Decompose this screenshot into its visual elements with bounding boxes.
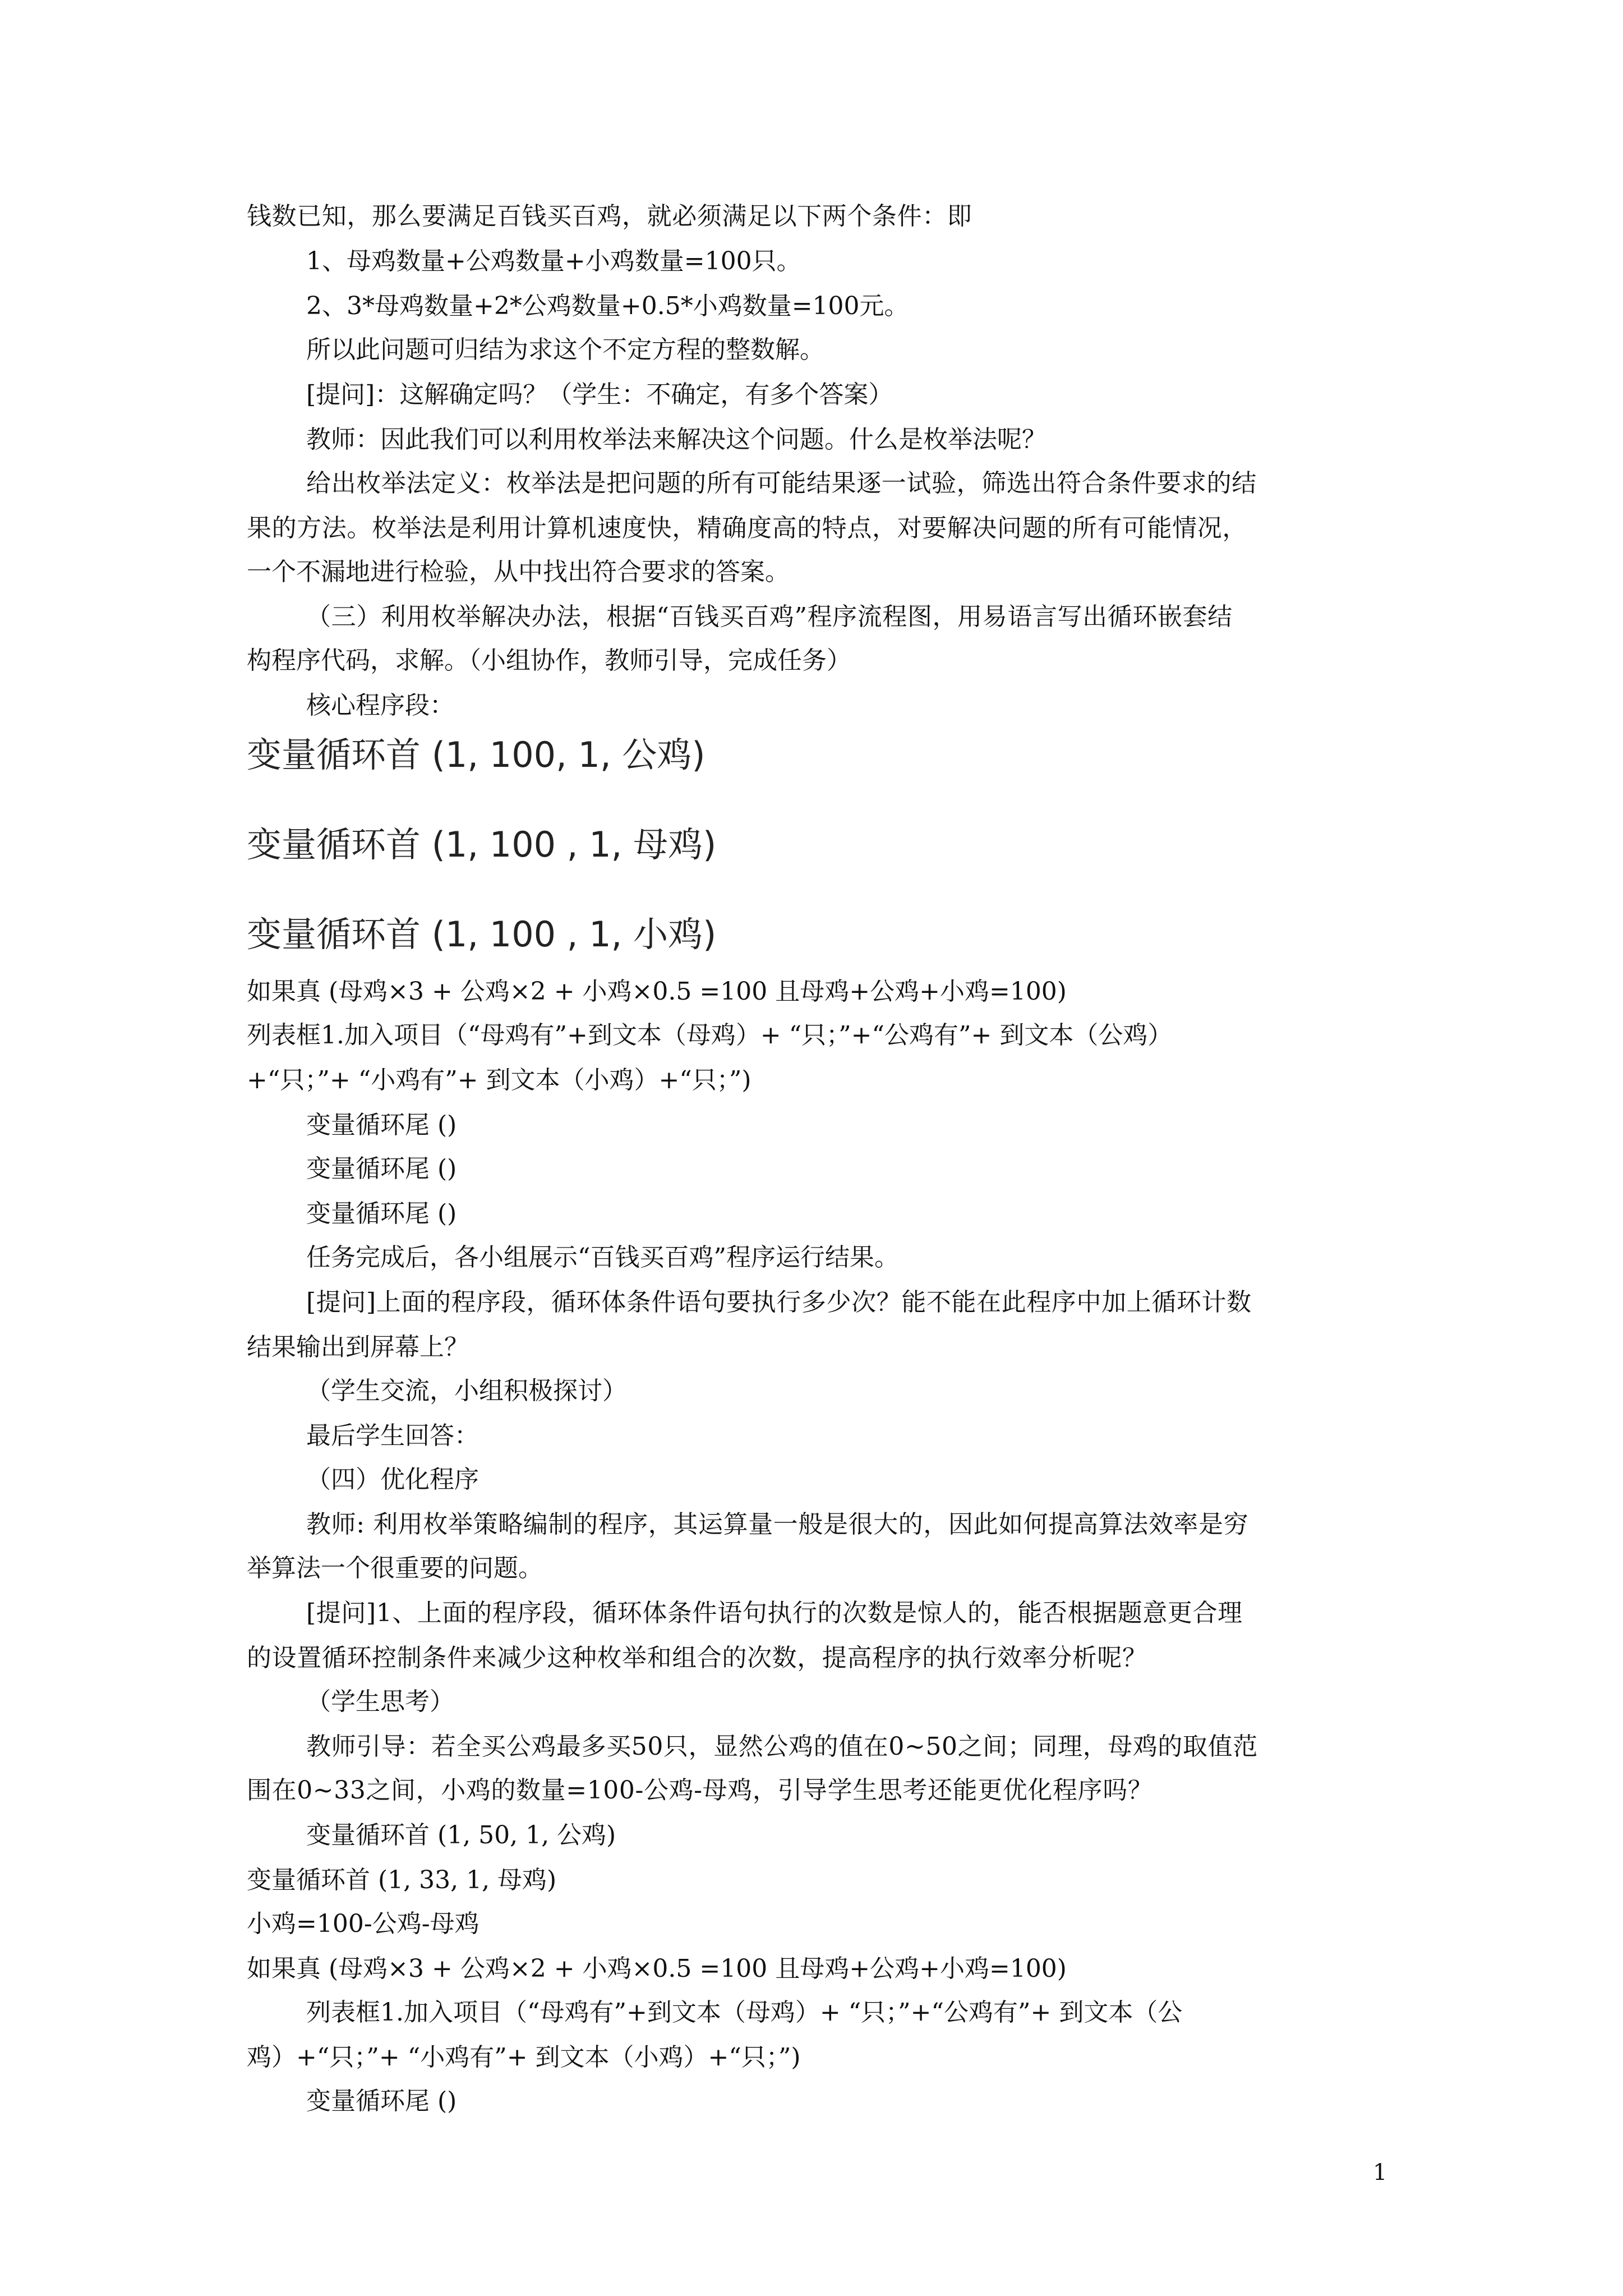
text-line: 核心程序段：: [306, 691, 454, 720]
text-line: 结果输出到屏幕上？: [247, 1333, 469, 1361]
code-line: +“只；”+ “小鸡有”+ 到文本（小鸡）+“只；”): [247, 1066, 751, 1094]
text-line: 教师：因此我们可以利用枚举法来解决这个问题。什么是枚举法呢？: [306, 425, 1046, 454]
text-line: 任务完成后，各小组展示“百钱买百鸡”程序运行结果。: [306, 1243, 899, 1272]
code-line: 变量循环首 (1, 50, 1, 公鸡): [306, 1821, 616, 1849]
text-line: 的设置循环控制条件来减少这种枚举和组合的次数，提高程序的执行效率分析呢？: [247, 1644, 1147, 1672]
code-line: 变量循环尾 (): [306, 1154, 457, 1183]
text-line: 举算法一个很重要的问题。: [247, 1554, 543, 1582]
code-image-line: 变量循环首 (1, 100, 1, 公鸡): [247, 734, 706, 775]
text-line: （三）利用枚举解决办法，根据“百钱买百鸡”程序流程图，用易语言写出循环嵌套结: [306, 602, 1233, 631]
code-line: 变量循环尾 (): [306, 2087, 457, 2115]
text-line: （学生思考）: [306, 1687, 454, 1716]
text-line: 最后学生回答：: [306, 1421, 479, 1450]
code-line: 如果真 (母鸡×3 + 公鸡×2 + 小鸡×0.5 =100 且母鸡+公鸡+小鸡=100): [247, 977, 1067, 1006]
code-image-line: 变量循环首 (1, 100 , 1, 小鸡): [247, 914, 717, 955]
code-line: 列表框1.加入项目（“母鸡有”+到文本（母鸡）+ “只；”+“公鸡有”+ 到文本（公鸡）: [247, 1021, 1173, 1050]
code-line: 鸡）+“只；”+ “小鸡有”+ 到文本（小鸡）+“只；”): [247, 2043, 801, 2072]
code-line: 如果真 (母鸡×3 + 公鸡×2 + 小鸡×0.5 =100 且母鸡+公鸡+小鸡=100): [247, 1954, 1067, 1983]
text-line: 果的方法。枚举法是利用计算机速度快，精确度高的特点，对要解决问题的所有可能情况，: [247, 514, 1247, 542]
text-line: [提问]：这解确定吗？（学生：不确定，有多个答案）: [306, 380, 893, 409]
text-line: [提问]1、上面的程序段，循环体条件语句执行的次数是惊人的，能否根据题意更合理: [306, 1599, 1243, 1627]
code-line: 列表框1.加入项目（“母鸡有”+到文本（母鸡）+ “只；”+“公鸡有”+ 到文本（公: [306, 1998, 1183, 2027]
text-line: 教师: 利用枚举策略编制的程序，其运算量一般是很大的，因此如何提高算法效率是穷: [306, 1510, 1249, 1539]
text-line: 钱数已知，那么要满足百钱买百鸡，就必须满足以下两个条件：即: [247, 202, 972, 231]
code-line: 变量循环首 (1, 33, 1, 母鸡): [247, 1866, 557, 1894]
text-line: 所以此问题可归结为求这个不定方程的整数解。: [306, 335, 824, 364]
text-line: 1、母鸡数量+公鸡数量+小鸡数量=100只。: [306, 247, 801, 275]
text-line: （学生交流，小组积极探讨）: [306, 1377, 627, 1405]
text-line: （四）优化程序: [306, 1465, 479, 1494]
text-line: 围在0~33之间，小鸡的数量=100-公鸡-母鸡，引导学生思考还能更优化程序吗？: [247, 1776, 1153, 1805]
text-line: 2、3*母鸡数量+2*公鸡数量+0.5*小鸡数量=100元。: [306, 292, 909, 320]
code-line: 变量循环尾 (): [306, 1199, 457, 1228]
text-line: 教师引导：若全买公鸡最多买50只，显然公鸡的值在0~50之间；同理，母鸡的取值范: [306, 1732, 1258, 1761]
text-line: 构程序代码，求解。（小组协作，教师引导，完成任务）: [247, 646, 851, 675]
text-line: 给出枚举法定义：枚举法是把问题的所有可能结果逐一试验，筛选出符合条件要求的结: [306, 469, 1257, 498]
code-line: 小鸡=100-公鸡-母鸡: [247, 1910, 479, 1938]
code-image-line: 变量循环首 (1, 100 , 1, 母鸡): [247, 824, 717, 865]
text-line: [提问]上面的程序段，循环体条件语句要执行多少次？能不能在此程序中加上循环计数: [306, 1288, 1252, 1317]
text-line: 一个不漏地进行检验，从中找出符合要求的答案。: [247, 558, 790, 586]
page-number: 1: [1373, 2160, 1387, 2185]
code-line: 变量循环尾 (): [306, 1111, 457, 1139]
